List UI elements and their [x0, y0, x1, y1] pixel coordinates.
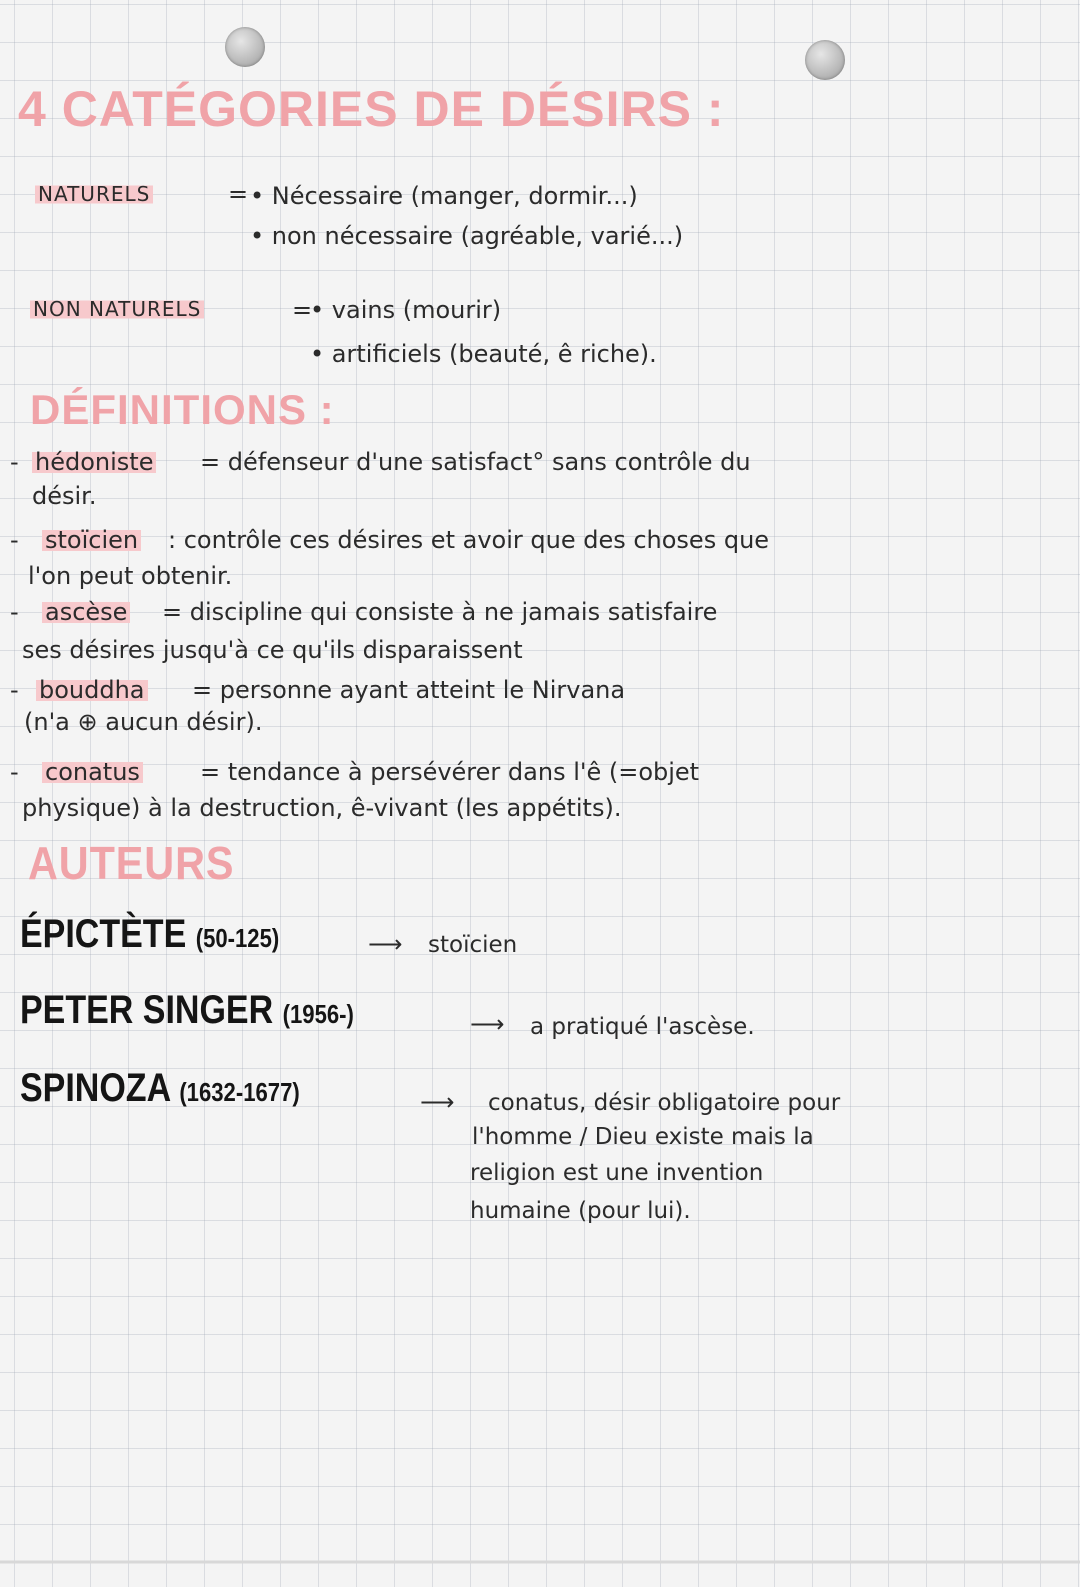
arrow-icon: ⟶: [470, 1010, 505, 1038]
term-highlight: stoïcien: [42, 526, 141, 554]
non-naturels-highlight: NON NATURELS: [30, 297, 204, 321]
naturels-highlight: NATURELS: [35, 182, 153, 206]
definition-text: : contrôle ces désires et avoir que des choses que: [168, 526, 770, 554]
definition-dash: -: [10, 598, 19, 626]
definition-term: [42, 526, 141, 554]
term-highlight: ascèse: [42, 598, 130, 626]
term-highlight: bouddha: [36, 676, 148, 704]
author-dates: (50-125): [195, 923, 280, 953]
author-name-text: ÉPICTÈTE: [20, 912, 187, 956]
page-title: 4 CATÉGORIES DE DÉSIRS :: [18, 81, 725, 137]
category-non-naturels-label: [30, 297, 204, 321]
definition-dash: -: [10, 448, 19, 476]
author-name: [20, 912, 279, 957]
category-naturels-eq: =: [228, 180, 249, 208]
definition-term: [42, 598, 130, 626]
definitions-heading: DÉFINITIONS :: [30, 386, 335, 433]
definition-dash: -: [10, 758, 19, 786]
naturels-item-2: • non nécessaire (agréable, varié...): [250, 222, 684, 250]
author-note: stoïcien: [428, 932, 518, 958]
definition-text-cont: désir.: [32, 482, 97, 510]
author-dates: (1632-1677): [179, 1077, 300, 1107]
author-name-text: PETER SINGER: [20, 988, 274, 1032]
author-note-line: l'homme / Dieu existe mais la: [472, 1124, 814, 1150]
author-dates: (1956-): [282, 999, 354, 1029]
term-highlight: conatus: [42, 758, 143, 786]
arrow-icon: ⟶: [420, 1088, 455, 1116]
definition-term: [36, 676, 148, 704]
authors-heading: AUTEURS: [28, 837, 235, 889]
definition-term: [32, 448, 156, 476]
author-name: [20, 1066, 300, 1111]
definition-text-cont: physique) à la destruction, ê-vivant (les appétits).: [22, 794, 622, 822]
arrow-icon: ⟶: [368, 930, 403, 958]
author-name: [20, 988, 354, 1033]
definition-text: = défenseur d'une satisfact° sans contrôle du: [200, 448, 751, 476]
binder-hole-right: [805, 40, 845, 80]
definition-text-cont: (n'a ⊕ aucun désir).: [24, 708, 263, 736]
author-name-text: SPINOZA: [20, 1066, 170, 1110]
naturels-item-1: • Nécessaire (manger, dormir...): [250, 182, 638, 210]
non-naturels-item-1: • vains (mourir): [310, 296, 502, 324]
category-non-naturels-eq: =: [292, 296, 313, 324]
definition-text-cont: ses désires jusqu'à ce qu'ils disparaissent: [22, 636, 523, 664]
definition-text: = tendance à persévérer dans l'ê (=objet: [200, 758, 700, 786]
category-naturels-label: [35, 182, 153, 206]
author-note-line: religion est une invention: [470, 1160, 764, 1186]
author-note: a pratiqué l'ascèse.: [530, 1014, 755, 1040]
definition-text-cont: l'on peut obtenir.: [28, 562, 233, 590]
definition-term: [42, 758, 143, 786]
non-naturels-item-2: • artificiels (beauté, ê riche).: [310, 340, 657, 368]
definition-text: = personne ayant atteint le Nirvana: [192, 676, 626, 704]
definition-dash: -: [10, 676, 19, 704]
author-note-line: conatus, désir obligatoire pour: [488, 1090, 841, 1116]
definition-text: = discipline qui consiste à ne jamais satisfaire: [162, 598, 718, 626]
definition-dash: -: [10, 526, 19, 554]
binder-hole-left: [225, 27, 265, 67]
author-note-line: humaine (pour lui).: [470, 1198, 691, 1224]
term-highlight: hédoniste: [32, 448, 156, 476]
